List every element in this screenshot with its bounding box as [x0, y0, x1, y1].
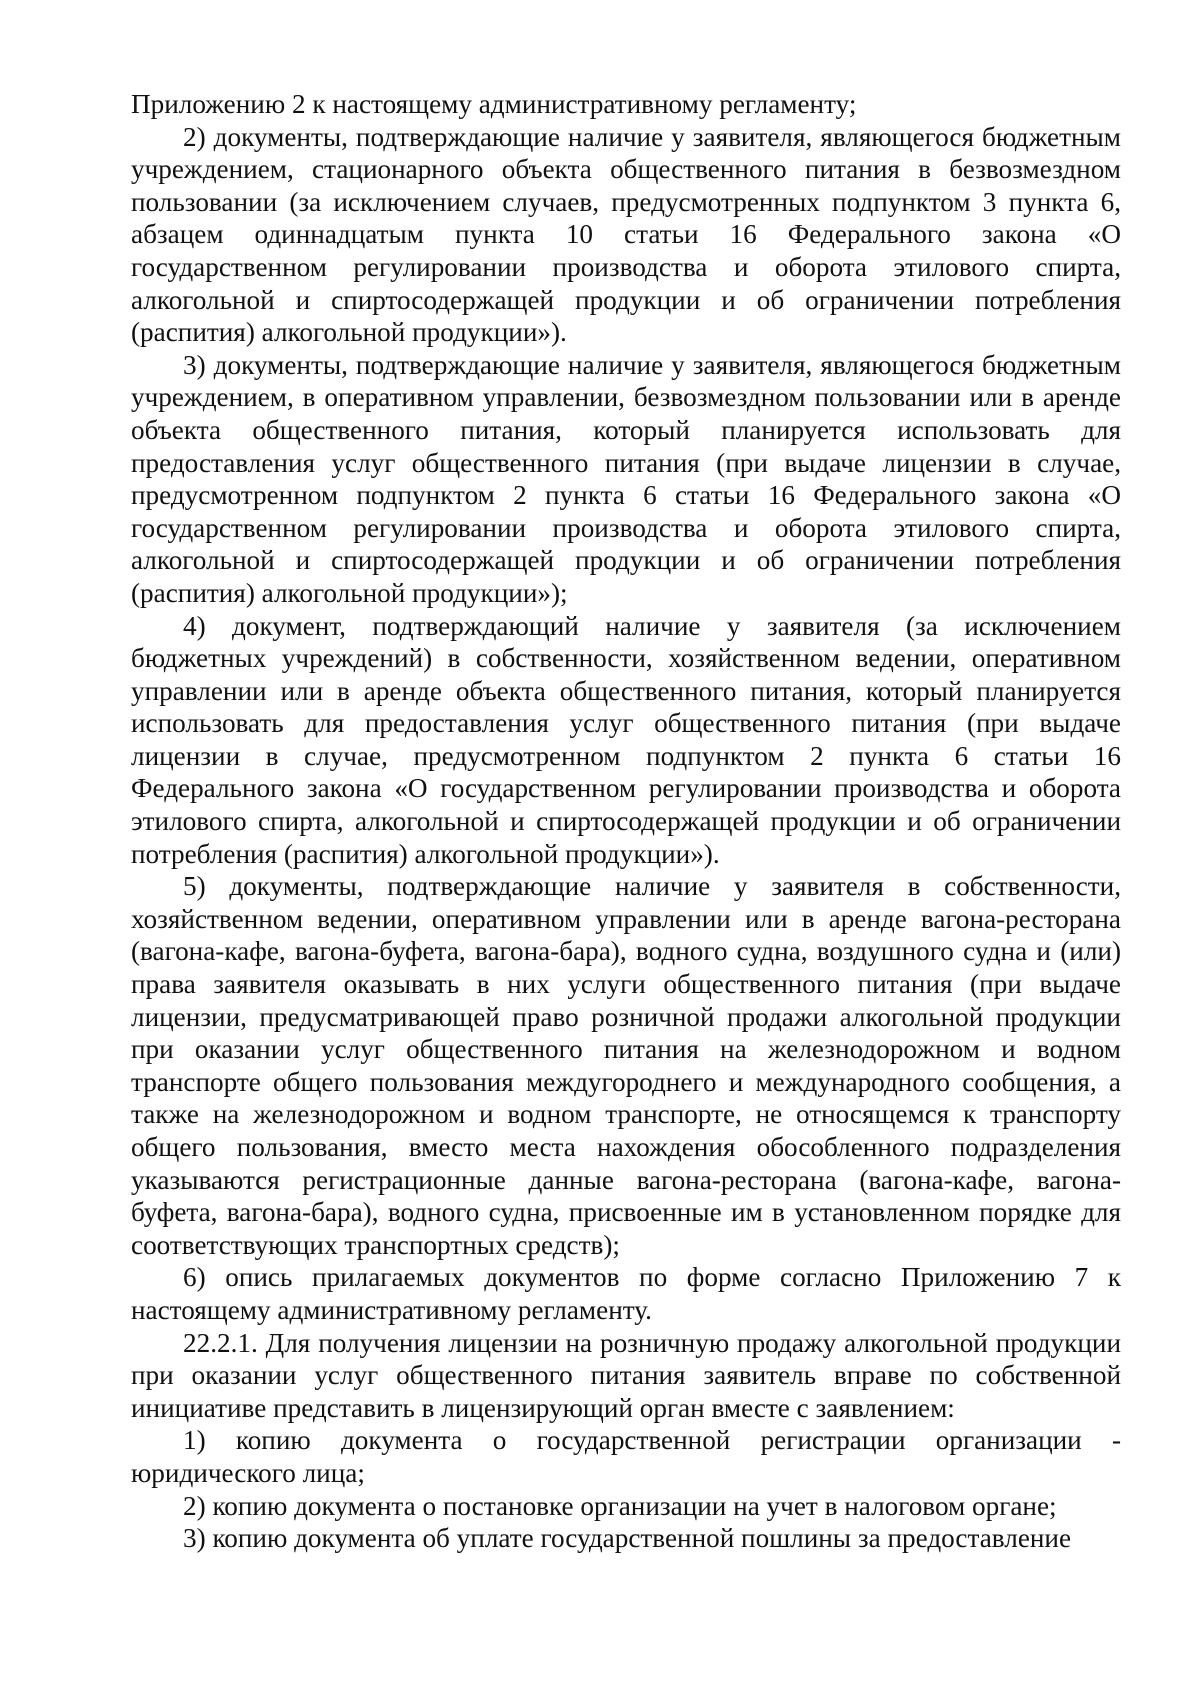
- paragraph-sub-item-2-tax-registration-copy: 2) копию документа о постановке организации на учет в налоговом органе;: [183, 1490, 1057, 1521]
- paragraph-section-22-2-1: 22.2.1. Для получения лицензии на розничную продажу алкогольной продукции при оказании услуг общественного питания заявитель вправе по собственной инициативе представить в лицензирующий орган вместе с заявлением:: [131, 1327, 1121, 1423]
- paragraph-sub-item-1-registration-copy: 1) копию документа о государственной регистрации организации - юридического лица;: [131, 1425, 1121, 1488]
- paragraph-item-3-budget-operational-management: 3) документы, подтверждающие наличие у заявителя, являющегося бюджетным учреждением, в оперативном управлении, безвозмездном пользовании или в аренде объекта общественного питания, который планируется использовать для предоставления услуг общественного питания (при выдаче лицензии в случае, предусмотренном подпунктом 2 пункта 6 статьи 16 Федерального закона «О государственном регулировании производства и оборота этилового спирта, алкогольной и спиртосодержащей продукции и об ограничении потребления (распития) алкогольной продукции»);: [131, 349, 1121, 608]
- paragraph-item-5-transport-documents: 5) документы, подтверждающие наличие у заявителя в собственности, хозяйственном ведении, оперативном управлении или в аренде вагона-ресторана (вагона-кафе, вагона-буфета, вагона-бара), водного судна, воздушного судна и (или) права заявителя оказывать в них услуги общественного питания (при выдаче лицензии, предусматривающей право розничной продажи алкогольной продукции при оказании услуг общественного питания на железнодорожном и водном транспорте общего пользования междугороднего и международного сообщения, а также на железнодорожном и водном транспорте, не относящемся к транспорту общего пользования, вместо места нахождения обособленного подразделения указываются регистрационные данные вагона-ресторана (вагона-кафе, вагона-буфета, вагона-бара), водного судна, присвоенные им в установленном порядке для соответствующих транспортных средств);: [131, 871, 1121, 1260]
- document-page: [131, 88, 1121, 1555]
- paragraph-continuation: Приложению 2 к настоящему административному регламенту;: [131, 89, 857, 119]
- paragraph-sub-item-3-state-duty-copy: 3) копию документа об уплате государственной пошлины за предоставление: [183, 1523, 1072, 1554]
- paragraph-item-6-inventory: 6) опись прилагаемых документов по форме согласно Приложению 7 к настоящему административному регламенту.: [131, 1262, 1121, 1325]
- paragraph-item-2-budget-gratuitous-use: 2) документы, подтверждающие наличие у заявителя, являющегося бюджетным учреждением, стационарного объекта общественного питания в безвозмездном пользовании (за исключением случаев, предусмотренных подпунктом 3 пункта 6, абзацем одиннадцатым пункта 10 статьи 16 Федерального закона «О государственном регулировании производства и оборота этилового спирта, алкогольной и спиртосодержащей продукции и об ограничении потребления (распития) алкогольной продукции»).: [131, 121, 1121, 348]
- paragraph-item-4-ownership-document: 4) документ, подтверждающий наличие у заявителя (за исключением бюджетных учреждений) в собственности, хозяйственном ведении, оперативном управлении или в аренде объекта общественного питания, который планируется использовать для предоставления услуг общественного питания (при выдаче лицензии в случае, предусмотренном подпунктом 2 пункта 6 статьи 16 Федерального закона «О государственном регулировании производства и оборота этилового спирта, алкогольной и спиртосодержащей продукции и об ограничении потребления (распития) алкогольной продукции»).: [131, 610, 1121, 869]
